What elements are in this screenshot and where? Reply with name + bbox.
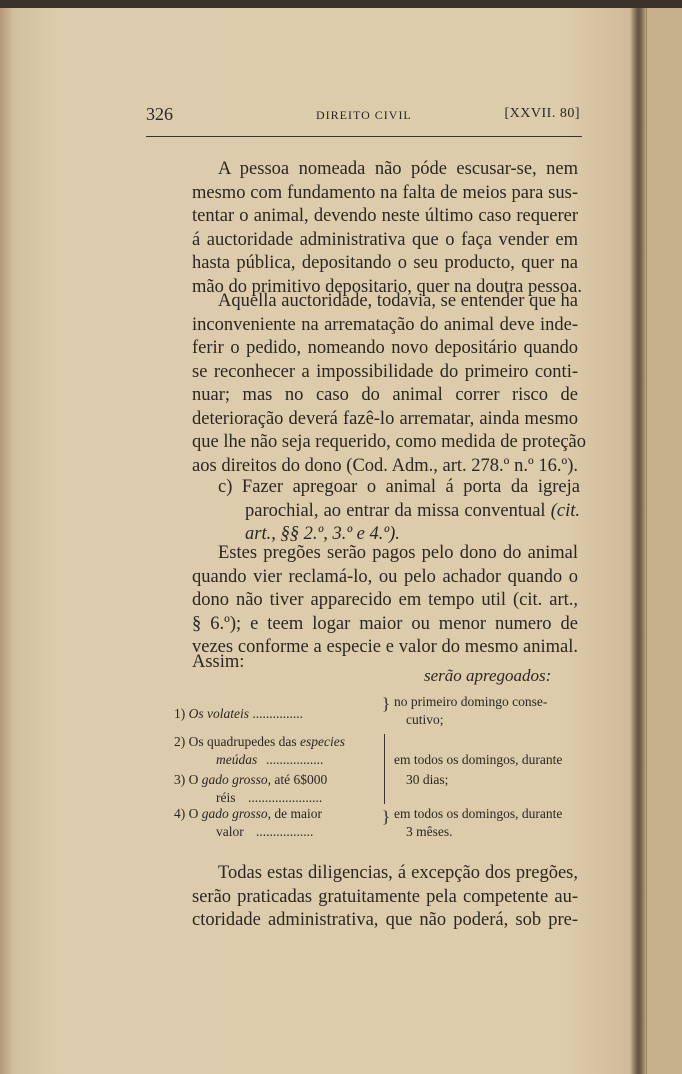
row-number: 4) xyxy=(174,806,186,821)
header-rule xyxy=(146,136,582,137)
table-row xyxy=(174,734,345,750)
section-reference: [XXVII. 80] xyxy=(504,106,580,121)
leader-dots: ............... xyxy=(252,706,303,721)
text-line: deterioração deverá fazê-lo arrematar, ainda mesmo xyxy=(192,408,578,429)
table-row xyxy=(174,772,327,788)
row-label-italic: gado grosso, xyxy=(201,806,272,821)
text-line: ferir o pedido, nomeando novo depositário quando xyxy=(192,338,578,358)
leader-dots: ...................... xyxy=(248,790,323,805)
facing-page-edge xyxy=(646,0,682,1074)
text-line: c) Fazer apregoar o animal á porta da igreja xyxy=(218,477,580,497)
text-span: parochial, ao entrar da missa conventual xyxy=(245,500,551,521)
text-line: mão do primitivo depositario, quer na doutra pessoa. xyxy=(192,276,582,297)
row-label: até 6$000 xyxy=(271,772,328,787)
row-value: 30 dias; xyxy=(406,772,449,787)
text-line: inconveniente na arrematação do animal deve inde- xyxy=(192,314,578,335)
row-number: 2) xyxy=(174,734,186,749)
row-label: de maior xyxy=(271,806,322,821)
leader-dots: ................. xyxy=(266,752,324,767)
leader-dots: ................. xyxy=(256,824,314,839)
text-line: que lhe não seja requerido, como medida de proteção xyxy=(192,432,586,452)
table-row xyxy=(174,806,322,822)
text-line: Estes pregões serão pagos pelo dono do animal xyxy=(218,543,578,563)
row-value: cutivo; xyxy=(406,712,444,727)
text-line: quando vier reclamá-lo, ou pelo achador quando o xyxy=(192,566,578,587)
brace: } xyxy=(382,807,391,826)
citation-italic: art., §§ 2.º, 3.º e 4.º). xyxy=(245,524,400,544)
table-row xyxy=(174,706,303,722)
row-label-italic: gado grosso, xyxy=(201,772,272,787)
row-value: em todos os domingos, durante xyxy=(394,752,563,767)
row-label: meúdas xyxy=(216,752,258,767)
row-label-italic: especies xyxy=(299,734,345,749)
text-line: aos direitos do dono (Cod. Adm., art. 278.º n.º 16.º). xyxy=(192,455,578,476)
text-line: Todas estas diligencias, á excepção dos pregões, xyxy=(218,863,578,883)
bracket xyxy=(384,734,385,804)
row-label: O xyxy=(188,772,202,787)
row-number: 1) xyxy=(174,706,186,721)
citation-italic: (cit. xyxy=(550,500,580,521)
list-item-c xyxy=(218,476,580,547)
row-value: em todos os domingos, durante xyxy=(394,806,563,821)
row-label: réis xyxy=(216,790,236,805)
row-number: 3) xyxy=(174,772,186,787)
text-line: serão praticadas gratuitamente pela competente au- xyxy=(192,886,578,907)
row-label: Os quadrupedes das xyxy=(188,734,300,749)
brace: } xyxy=(382,694,391,713)
text-line xyxy=(218,500,580,524)
paragraph-3 xyxy=(192,542,578,660)
text-line: § 6.º); e teem logar maior ou menor numero de xyxy=(192,613,578,634)
page-header xyxy=(146,104,586,128)
text-line: hasta pública, depositando o seu producto, quer na xyxy=(192,253,578,273)
text-line: Aquella auctoridade, todavia, se entender que ha xyxy=(218,291,578,311)
paragraph-2 xyxy=(192,290,586,478)
paragraph-4 xyxy=(192,862,578,933)
row-label: valor xyxy=(216,824,244,839)
running-title: DIREITO CIVIL xyxy=(316,108,412,122)
row-label: O xyxy=(188,806,202,821)
text-line: ctoridade administrativa, que não poderá, sob pre- xyxy=(192,910,578,930)
assim-label: Assim: xyxy=(192,652,245,672)
paragraph-1 xyxy=(192,158,582,299)
row-label: Os volateis xyxy=(188,706,249,721)
serao-apregoados-heading: serão apregoados: xyxy=(424,666,552,685)
text-line: A pessoa nomeada não póde escusar-se, nem xyxy=(218,159,578,179)
text-line: mesmo com fundamento na falta de meios para sus- xyxy=(192,182,578,203)
text-line: nuar; mas no caso do animal correr risco de xyxy=(192,385,578,405)
row-value: no primeiro domingo conse- xyxy=(394,694,548,709)
text-line: tentar o animal, devendo neste último caso requerer xyxy=(192,206,578,226)
text-line: dono não tiver apparecido em tempo util (cit. art., xyxy=(192,590,578,610)
row-value: 3 mêses. xyxy=(406,824,453,839)
text-line: se reconhecer a impossibilidade do primeiro conti- xyxy=(192,361,578,382)
page-number: 326 xyxy=(146,104,173,124)
text-line: á auctoridade administrativa que o faça vender em xyxy=(192,229,578,250)
text-line: vezes conforme a especie e valor do mesmo animal. xyxy=(192,637,578,657)
